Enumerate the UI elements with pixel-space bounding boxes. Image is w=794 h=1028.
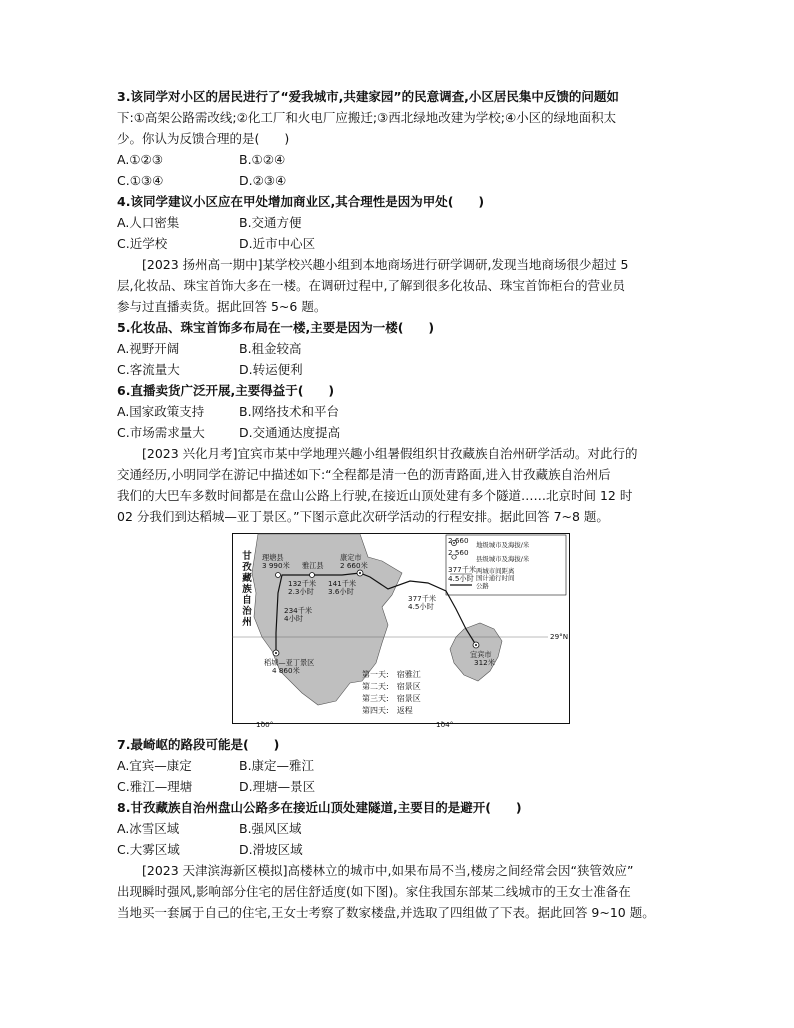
q7-option-d[interactable]: D.理塘—景区 [239, 779, 316, 794]
intro56-line3: 参与过直播卖货。据此回答 5~6 题。 [117, 299, 327, 314]
intro78-line3: 我们的大巴车多数时间都是在盘山公路上行驶,在接近山顶处建有多个隧道……北京时间 12 时 [117, 488, 633, 503]
yajiang-marker [310, 573, 315, 578]
region-char-2: 藏 [242, 573, 252, 584]
seg4-time: 4小时 [284, 614, 303, 623]
intro56-line1: [2023 扬州高一期中]某学校兴趣小组到本地商场进行研学调研,发现当地商场很少超过 5 [142, 257, 629, 272]
latitude-label: 29°N [550, 632, 569, 641]
legend-c-time: 4.5小时 [448, 574, 474, 583]
intro910-line1: [2023 天津滨海新区模拟]高楼林立的城市中,如果布局不当,楼房之间经常会因“狭管效应” [142, 863, 634, 878]
q7-options-row2 [117, 776, 687, 797]
intro78-line1: [2023 兴化月考]宜宾市某中学地理兴趣小组暑假组织甘孜藏族自治州研学活动。对此行的 [142, 446, 638, 461]
q5-option-d[interactable]: D.转运便利 [239, 362, 303, 377]
q7-options-row1 [117, 755, 687, 776]
seg2-distance: 141千米 [328, 579, 357, 588]
yibin-altitude: 312米 [474, 658, 495, 667]
region-char-4: 自 [242, 595, 252, 606]
document-page [117, 86, 687, 923]
legend-c-distance: 377千米 [448, 565, 477, 574]
q7-option-b[interactable]: B.康定—雅江 [239, 758, 315, 773]
region-char-5: 治 [242, 606, 252, 617]
itinerary-day4: 第四天: 返程 [362, 706, 413, 715]
intro-7-8 [117, 443, 687, 527]
daocheng-label: 稻城—亚丁景区 [264, 658, 315, 667]
q4-option-d[interactable]: D.近市中心区 [239, 236, 316, 251]
intro78-line2: 交通经历,小明同学在游记中描述如下:“全程都是清一色的沥青路面,进入甘孜藏族自治州后 [117, 467, 611, 482]
legend-a-text: 地级城市及海拔/米 [476, 541, 530, 549]
litang-label: 理塘县 [262, 553, 284, 562]
region-char-0: 甘 [242, 551, 252, 562]
q8-stem: 8.甘孜藏族自治州盘山公路多在接近山顶处建隧道,主要目的是避开( ) [117, 800, 522, 815]
kangding-label: 康定市 [340, 553, 362, 562]
q3-option-a[interactable]: A.①②③ [117, 152, 163, 167]
q8-option-d[interactable]: D.滑坡区域 [239, 842, 303, 857]
seg1-time: 2.3小时 [288, 587, 314, 596]
region-char-6: 州 [242, 617, 252, 628]
q4-option-a[interactable]: A.人口密集 [117, 215, 180, 230]
q6-option-a[interactable]: A.国家政策支持 [117, 404, 205, 419]
kangding-altitude: 2 660米 [340, 561, 368, 570]
seg2-time: 3.6小时 [328, 587, 354, 596]
q8-option-a[interactable]: A.冰雪区域 [117, 821, 180, 836]
intro-9-10 [117, 860, 687, 923]
route-map [232, 533, 570, 728]
q4-options-row2 [117, 233, 687, 254]
longitude-104-label: 104° [436, 720, 454, 729]
legend-b-text: 县级城市及海拔/米 [476, 555, 530, 563]
q4-option-c[interactable]: C.近学校 [117, 236, 168, 251]
q5-options-row2 [117, 359, 687, 380]
q6-option-d[interactable]: D.交通通达度提高 [239, 425, 341, 440]
intro-5-6 [117, 254, 687, 317]
q3-option-c[interactable]: C.①③④ [117, 173, 164, 188]
intro910-line3: 当地买一套属于自己的住宅,王女士考察了数家楼盘,并选取了四组做了下表。据此回答 9~10 题。 [117, 905, 655, 920]
legend-b-number: 2 560 [448, 548, 469, 557]
q3-stem-line2: 下:①高架公路需改线;②化工厂和火电厂应搬迁;③西北绿地改建为学校;④小区的绿地面积太 [117, 110, 617, 125]
region-char-3: 族 [242, 584, 252, 595]
seg1-distance: 132千米 [288, 579, 317, 588]
litang-altitude: 3 990米 [262, 561, 290, 570]
daocheng-altitude: 4 860米 [272, 666, 300, 675]
q6-option-c[interactable]: C.市场需求量大 [117, 425, 205, 440]
seg3-distance: 377千米 [408, 594, 437, 603]
question-5 [117, 317, 687, 380]
seg3-time: 4.5小时 [408, 602, 434, 611]
seg4-distance: 234千米 [284, 606, 313, 615]
question-8 [117, 797, 687, 860]
legend-a-number: 2 660 [448, 536, 469, 545]
q8-options-row1 [117, 818, 687, 839]
yibin-label: 宜宾市 [470, 650, 492, 659]
q5-options-row1 [117, 338, 687, 359]
q7-option-a[interactable]: A.宜宾—康定 [117, 758, 192, 773]
question-7 [117, 734, 687, 797]
q7-option-c[interactable]: C.雅江—理塘 [117, 779, 193, 794]
q5-option-a[interactable]: A.视野开阔 [117, 341, 180, 356]
q8-option-c[interactable]: C.大雾区域 [117, 842, 180, 857]
q4-stem: 4.该同学建议小区应在甲处增加商业区,其合理性是因为甲处( ) [117, 194, 485, 209]
q8-options-row2 [117, 839, 687, 860]
intro910-line2: 出现瞬时强风,影响部分住宅的居住舒适度(如下图)。家住我国东部某二线城市的王女士准备在 [117, 884, 631, 899]
q3-stem-line1: 3.该同学对小区的居民进行了“爱我城市,共建家园”的民意调查,小区居民集中反馈的问题如 [117, 89, 619, 104]
q6-option-b[interactable]: B.网络技术和平台 [239, 404, 340, 419]
itinerary-day3: 第三天: 宿景区 [362, 694, 421, 703]
q5-option-c[interactable]: C.客流量大 [117, 362, 180, 377]
q5-option-b[interactable]: B.租金较高 [239, 341, 302, 356]
q6-options-row1 [117, 401, 687, 422]
longitude-100-label: 100° [256, 720, 274, 729]
q3-option-b[interactable]: B.①②④ [239, 152, 286, 167]
q8-option-b[interactable]: B.强风区域 [239, 821, 302, 836]
legend-c2-text: 国计通行时间 [476, 574, 515, 582]
question-4 [117, 191, 687, 254]
itinerary-day2: 第二天: 宿景区 [362, 682, 421, 691]
litang-marker [276, 573, 281, 578]
region-char-1: 孜 [242, 562, 252, 573]
yajiang-label: 雅江县 [302, 561, 324, 570]
region-label [242, 551, 252, 628]
intro56-line2: 层,化妆品、珠宝首饰大多在一楼。在调研过程中,了解到很多化妆品、珠宝首饰柜台的营业员 [117, 278, 625, 293]
q3-options-row1 [117, 149, 687, 170]
legend-c-text: 两城市间距离 [476, 567, 515, 575]
q5-stem: 5.化妆品、珠宝首饰多布局在一楼,主要是因为一楼( ) [117, 320, 435, 335]
q3-stem-line3: 少。你认为反馈合理的是( ) [117, 131, 290, 146]
q7-stem: 7.最崎岖的路段可能是( ) [117, 737, 280, 752]
itinerary-day1: 第一天: 宿雅江 [362, 670, 421, 679]
q3-option-d[interactable]: D.②③④ [239, 173, 287, 188]
q6-options-row2 [117, 422, 687, 443]
question-3 [117, 86, 687, 191]
q3-options-row2 [117, 170, 687, 191]
q4-option-b[interactable]: B.交通方便 [239, 215, 302, 230]
q6-stem: 6.直播卖货广泛开展,主要得益于( ) [117, 383, 335, 398]
question-6 [117, 380, 687, 443]
intro78-line4: 02 分我们到达稻城—亚丁景区。”下图示意此次研学活动的行程安排。据此回答 7~8 题。 [117, 509, 609, 524]
q4-options-row1 [117, 212, 687, 233]
legend-d-text: 公路 [476, 582, 489, 590]
